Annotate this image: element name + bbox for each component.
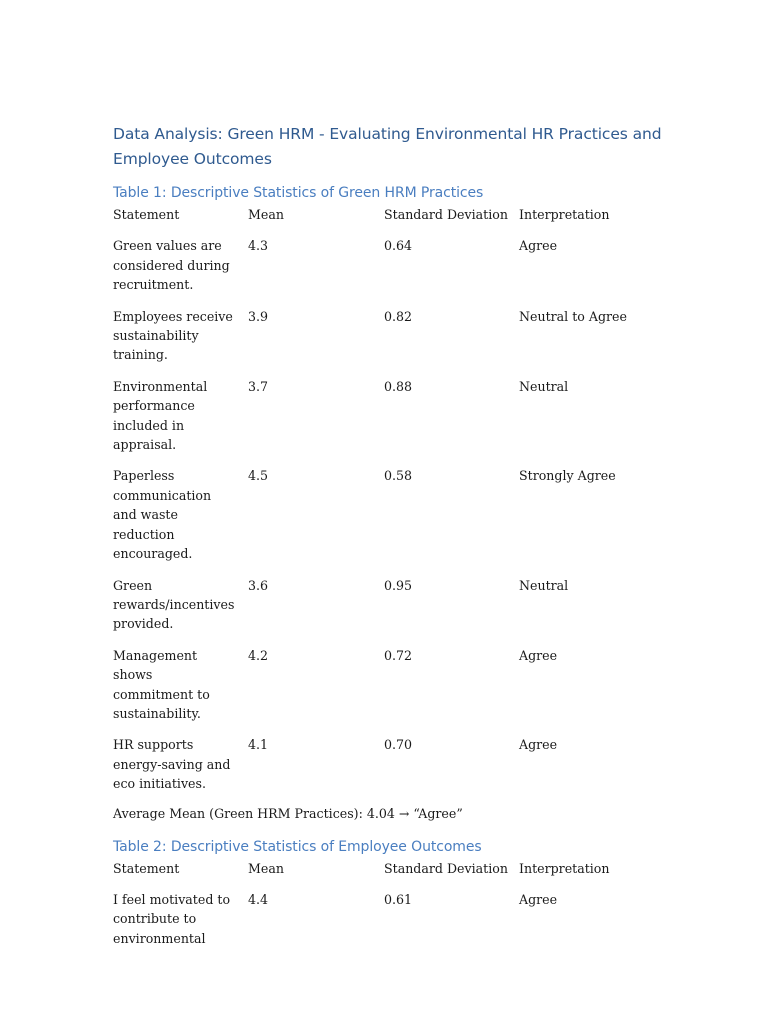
- cell-interpretation: Neutral to Agree: [519, 308, 627, 324]
- document-page: [113, 122, 673, 960]
- table1-header-interpretation: Interpretation: [519, 207, 610, 222]
- document-title: [113, 122, 673, 172]
- cell-statement: [113, 377, 248, 467]
- table2-header-mean: Mean: [248, 860, 284, 876]
- table-row: [113, 377, 653, 467]
- cell-mean: 4.2: [248, 647, 269, 663]
- cell-mean: 4.3: [248, 238, 269, 254]
- table2-header-row: [113, 859, 653, 890]
- cell-statement: [113, 646, 248, 736]
- cell-interpretation: Neutral: [519, 577, 569, 593]
- table1-header-mean: Mean: [248, 207, 284, 222]
- table-row: [113, 466, 653, 575]
- statement-text: Green values are considered during recruitment.: [113, 238, 230, 293]
- table1-average-summary: Average Mean (Green HRM Practices): 4.04 → “Agree”: [113, 805, 463, 821]
- table2-header-statement: Statement: [113, 860, 180, 876]
- cell-mean: 3.7: [248, 378, 269, 394]
- cell-statement: [113, 236, 248, 306]
- statement-text: Management shows commitment to sustainability.: [113, 647, 210, 721]
- statement-text: HR supports energy-saving and eco initiatives.: [113, 737, 231, 792]
- cell-mean: 4.1: [248, 737, 269, 753]
- cell-statement: [113, 735, 248, 805]
- cell-sd: 0.64: [384, 238, 413, 254]
- statement-text: Green rewards/incentives provided.: [113, 577, 235, 632]
- table1-title: Table 1: Descriptive Statistics of Green HRM Practices: [113, 185, 484, 201]
- table1-header-row: [113, 205, 653, 236]
- cell-mean: 3.6: [248, 577, 269, 593]
- cell-statement: [113, 576, 248, 646]
- cell-sd: 0.88: [384, 378, 413, 394]
- cell-interpretation: Agree: [519, 891, 558, 907]
- cell-mean: 3.9: [248, 308, 269, 324]
- cell-sd: 0.72: [384, 647, 413, 663]
- document-title-line2: Employee Outcomes: [113, 150, 272, 168]
- cell-interpretation: Agree: [519, 647, 558, 663]
- cell-mean: 4.4: [248, 891, 269, 907]
- table2-header-interpretation: Interpretation: [519, 860, 610, 876]
- table2-header-sd: Standard Deviation: [384, 860, 508, 876]
- statement-text: Employees receive sustainability training.: [113, 308, 233, 363]
- table2-title: Table 2: Descriptive Statistics of Employee Outcomes: [113, 838, 482, 855]
- cell-statement: [113, 307, 248, 377]
- cell-interpretation: Agree: [519, 737, 558, 753]
- table-row: [113, 576, 653, 646]
- statement-text: Environmental performance included in appraisal.: [113, 378, 208, 453]
- cell-sd: 0.61: [384, 891, 413, 907]
- table1: [113, 205, 653, 806]
- table-row: [113, 890, 653, 960]
- document-title-line1: Data Analysis: Green HRM - Evaluating Environmental HR Practices and: [113, 125, 662, 143]
- table1-header-statement: Statement: [113, 207, 180, 222]
- statement-text: Paperless communication and waste reduction encouraged.: [113, 468, 212, 562]
- cell-interpretation: Strongly Agree: [519, 468, 616, 484]
- cell-mean: 4.5: [248, 468, 269, 484]
- cell-sd: 0.95: [384, 577, 413, 593]
- table-row: [113, 646, 653, 736]
- cell-sd: 0.82: [384, 308, 413, 324]
- table2: [113, 859, 653, 961]
- table-row: [113, 735, 653, 805]
- cell-statement: [113, 890, 248, 960]
- cell-interpretation: Agree: [519, 238, 558, 254]
- cell-statement: [113, 466, 248, 575]
- cell-sd: 0.58: [384, 468, 413, 484]
- table-row: [113, 307, 653, 377]
- cell-interpretation: Neutral: [519, 378, 569, 394]
- cell-sd: 0.70: [384, 737, 413, 753]
- table-row: [113, 236, 653, 306]
- statement-text: I feel motivated to contribute to environmental: [113, 891, 231, 946]
- table1-header-sd: Standard Deviation: [384, 207, 508, 222]
